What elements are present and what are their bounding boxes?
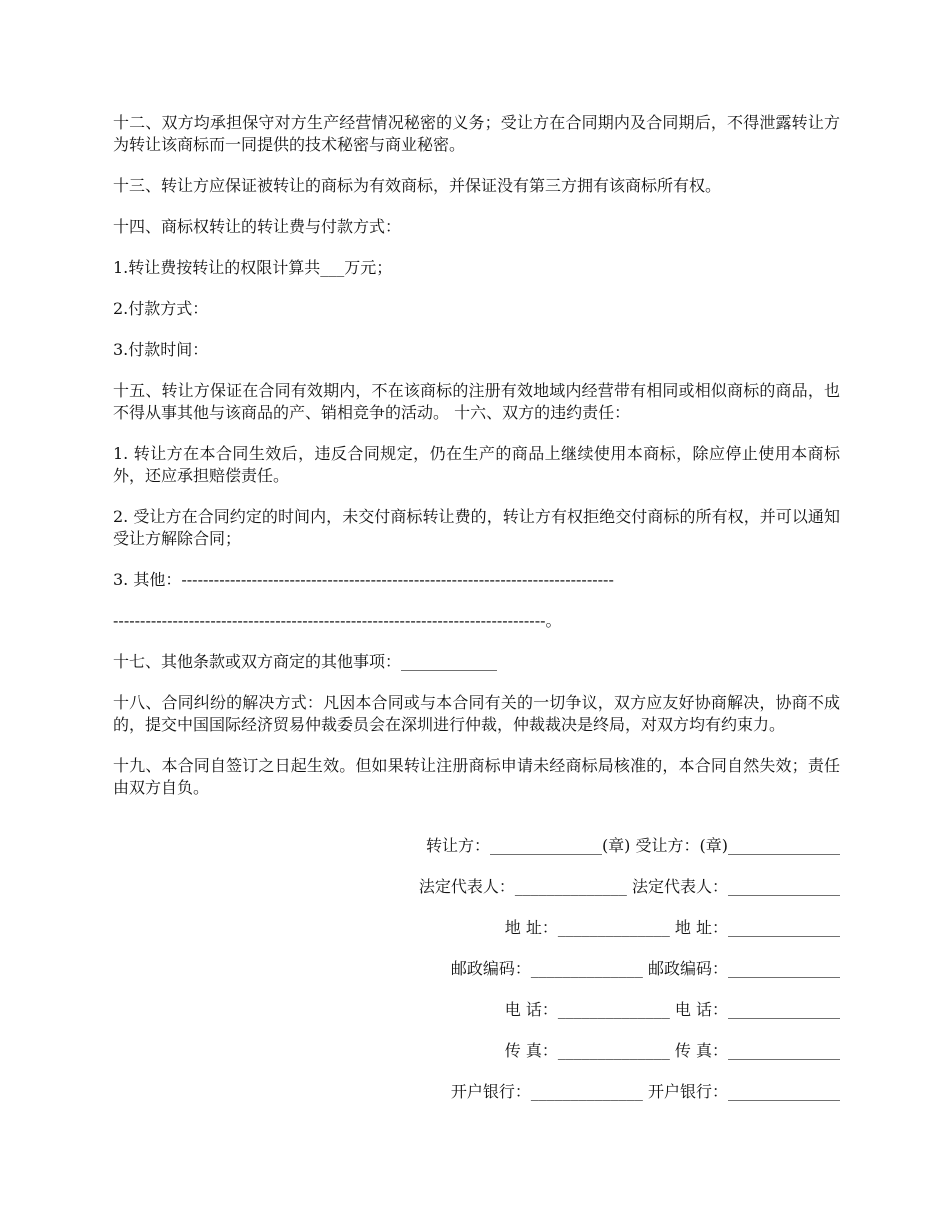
clause-15-16: 十五、转让方保证在合同有效期内，不在该商标的注册有效地域内经营带有相同或相似商标的商品，也不得从事其他与该商品的产、销相竞争的活动。 十六、双方的违约责任： — [113, 381, 840, 422]
clause-18: 十八、合同纠纷的解决方式：凡因本合同或与本合同有关的一切争议，双方应友好协商解决，协商不成的，提交中国国际经济贸易仲裁委员会在深圳进行仲裁，仲裁裁决是终局，对双方均有约束力。 — [113, 693, 840, 734]
signature-row-fax: 传 真：______________ 传 真：______________ — [504, 1041, 840, 1060]
clause-16-item-2: 2. 受让方在合同约定的时间内，未交付商标转让费的，转让方有权拒绝交付商标的所有权，并可以通知受让方解除合同； — [113, 507, 840, 548]
clause-14-item-2: 2.付款方式： — [113, 299, 209, 318]
clause-14-item-3: 3.付款时间： — [113, 340, 209, 359]
clause-14: 十四、商标权转让的转让费与付款方式： — [113, 217, 402, 236]
clause-12: 十二、双方均承担保守对方生产经营情况秘密的义务；受让方在合同期内及合同期后，不得泄露转让方为转让该商标而一同提供的技术秘密与商业秘密。 — [113, 113, 840, 154]
clause-16-item-3: 3. 其他：-------------------------------------------------------------------------------- — [113, 570, 614, 589]
contract-body — [113, 112, 840, 818]
signature-row-phone: 电 话：______________ 电 话：______________ — [504, 1000, 840, 1019]
signature-row-address: 地 址：______________ 地 址：______________ — [504, 918, 840, 937]
signature-row-bank: 开户银行：______________ 开户银行：______________ — [450, 1082, 840, 1101]
clause-16-item-3-continued: --------------------------------------------------------------------------------。 — [113, 611, 562, 630]
signature-block — [280, 835, 840, 1122]
clause-14-item-1: 1.转让费按转让的权限计算共___万元； — [113, 258, 393, 277]
clause-16-item-1: 1. 转让方在本合同生效后，违反合同规定，仍在生产的商品上继续使用本商标，除应停止使用本商标外，还应承担赔偿责任。 — [113, 444, 840, 485]
clause-13: 十三、转让方应保证被转让的商标为有效商标，并保证没有第三方拥有该商标所有权。 — [113, 176, 722, 195]
signature-row-parties: 转让方：______________(章) 受让方：(章)______________ — [425, 836, 840, 855]
clause-17: 十七、其他条款或双方商定的其他事项：____________ — [113, 652, 498, 671]
signature-row-legal-representative: 法定代表人：______________ 法定代表人：______________ — [418, 877, 840, 896]
signature-row-postal-code: 邮政编码：______________ 邮政编码：______________ — [450, 959, 840, 978]
clause-19: 十九、本合同自签订之日起生效。但如果转让注册商标申请未经商标局核准的，本合同自然失效；责任由双方自负。 — [113, 756, 840, 797]
